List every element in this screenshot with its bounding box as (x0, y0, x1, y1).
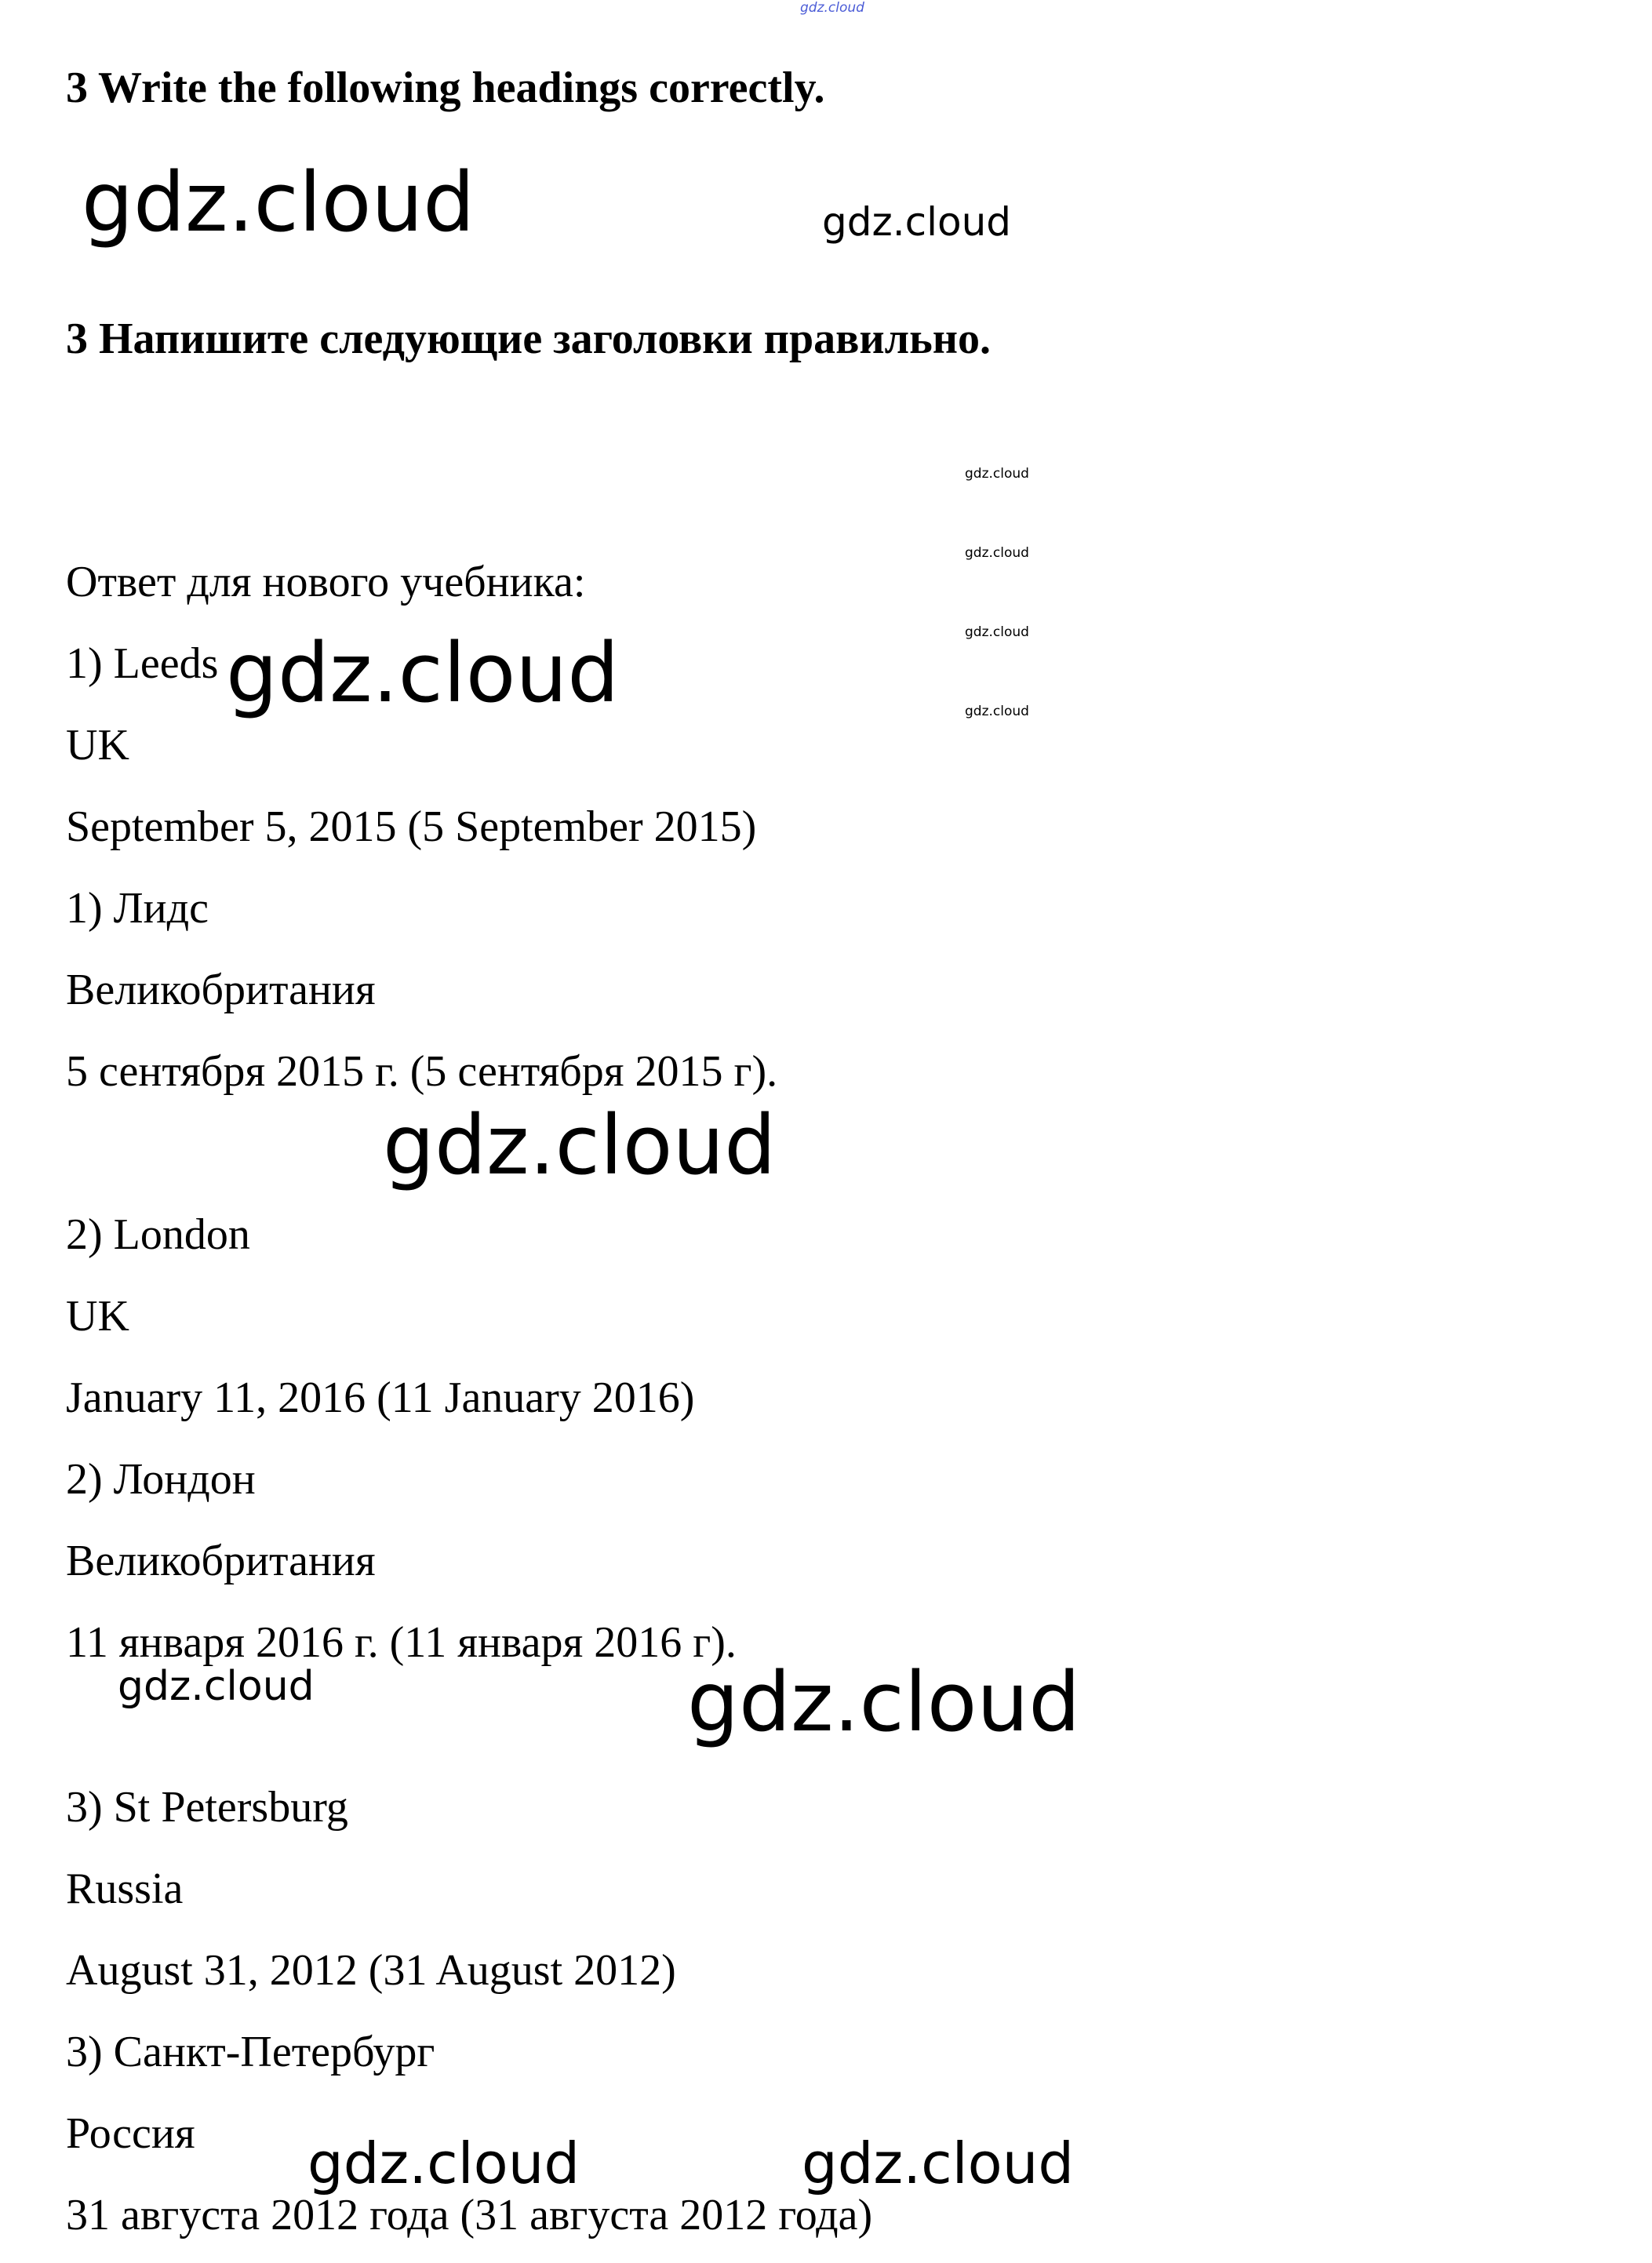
answer-line: 3) St Petersburg (66, 1783, 348, 1832)
watermark: gdz.cloud (965, 466, 1029, 482)
answer-line: UK (66, 1292, 129, 1341)
answer-line: 1) Leeds (66, 639, 219, 688)
answer-line: Великобритания (66, 966, 376, 1014)
watermark: gdz.cloud (307, 2130, 580, 2196)
answer-line: August 31, 2012 (31 August 2012) (66, 1946, 676, 1995)
answer-intro: Ответ для нового учебника: (66, 558, 586, 606)
answer-line: September 5, 2015 (5 September 2015) (66, 802, 757, 851)
watermark-top: gdz.cloud (800, 0, 864, 16)
watermark: gdz.cloud (802, 2130, 1075, 2196)
answer-line: 31 августа 2012 года (31 августа 2012 года) (66, 2191, 873, 2239)
watermark: gdz.cloud (383, 1097, 777, 1193)
watermark: gdz.cloud (965, 545, 1029, 561)
answer-line: Россия (66, 2109, 195, 2158)
answer-line: January 11, 2016 (11 January 2016) (66, 1373, 695, 1422)
watermark: gdz.cloud (687, 1654, 1081, 1750)
answer-line: 2) London (66, 1210, 250, 1259)
watermark: gdz.cloud (965, 624, 1029, 640)
watermark: gdz.cloud (82, 155, 475, 250)
answer-line: 11 января 2016 г. (11 января 2016 г). (66, 1618, 737, 1667)
answer-line: UK (66, 721, 129, 769)
answer-line: 1) Лидс (66, 884, 209, 933)
task-heading-ru: 3 Напишите следующие заголовки правильно. (66, 315, 991, 363)
answer-line: Великобритания (66, 1537, 376, 1585)
answer-line: Russia (66, 1865, 184, 1913)
watermark: gdz.cloud (965, 704, 1029, 719)
answer-line: 3) Санкт-Петербург (66, 2028, 435, 2076)
watermark: gdz.cloud (226, 625, 620, 721)
answer-line: 5 сентября 2015 г. (5 сентября 2015 г). (66, 1047, 778, 1096)
watermark: gdz.cloud (822, 199, 1012, 245)
answer-line: 2) Лондон (66, 1455, 256, 1504)
watermark: gdz.cloud (118, 1663, 315, 1710)
task-heading-en: 3 Write the following headings correctly. (66, 64, 825, 112)
